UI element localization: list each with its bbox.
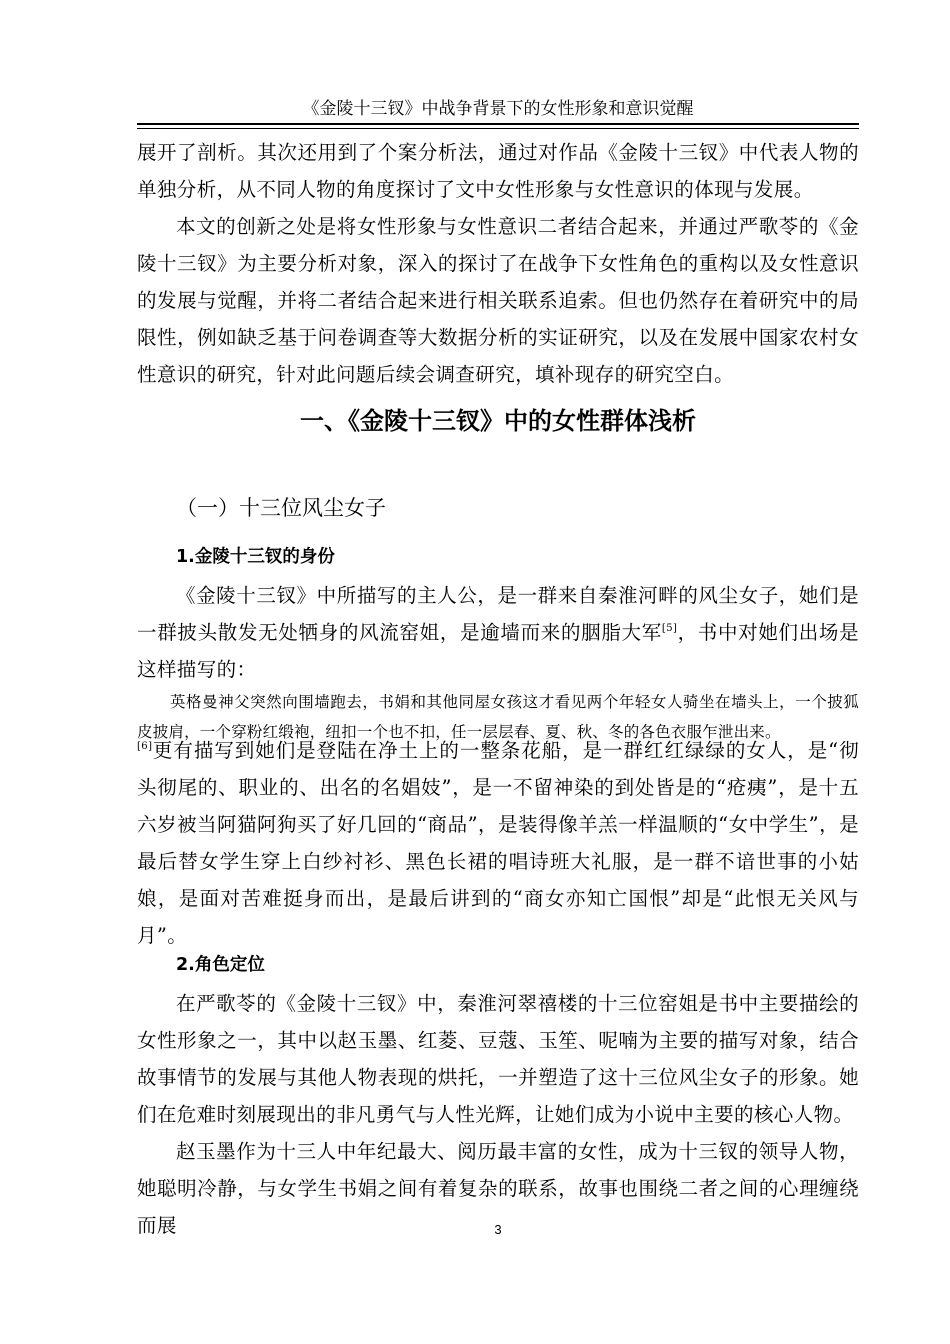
running-header: 《金陵十三钗》中战争背景下的女性形象和意识觉醒	[302, 99, 694, 119]
paragraph-identity-tail: ，书中对她们出场是这样描写的：	[137, 621, 859, 681]
paragraph-identity-text: 《金陵十三钗》中所描写的主人公，是一群来自秦淮河畔的风尘女子，她们是一群披头散发无处牺身的风流窑姐，是逾墙而来的胭脂大军	[137, 584, 859, 644]
subsection-heading-identity: 1.金陵十三钗的身份	[176, 547, 335, 567]
citation-6: [6]	[137, 741, 153, 752]
chapter-heading: 一、《金陵十三钗》中的女性群体浅析	[300, 407, 696, 435]
block-quote: 英格曼神父突然向围墙跑去，书娟和其他同屋女孩这才看见两个年轻女人骑坐在墙头上，一个披狐皮披肩，一个穿粉红缎袍，纽扣一个也不扣，任一层层春、夏、秋、冬的各色衣服乍泄出来。	[137, 693, 859, 741]
paragraph-description	[137, 732, 859, 954]
paragraph-identity	[137, 577, 859, 688]
paragraph-continuation: 展开了剖析。其次还用到了个案分析法，通过对作品《金陵十三钗》中代表人物的单独分析，从不同人物的角度探讨了文中女性形象与女性意识的体现与发展。	[137, 141, 859, 201]
header-rule-thick	[137, 123, 859, 125]
section-heading: （一）十三位风尘女子	[176, 496, 386, 520]
paragraph-role: 在严歌苓的《金陵十三钗》中，秦淮河翠禧楼的十三位窑姐是书中主要描绘的女性形象之一，其中以赵玉墨、红菱、豆蔻、玉笙、呢喃为主要的描写对象，结合故事情节的发展与其他人物表现的烘托，一并塑造了这十三位风尘女子的形象。她们在危难时刻展现出的非凡勇气与人性光辉，让她们成为小说中主要的核心人物。	[137, 992, 859, 1126]
subsection-heading-role: 2.角色定位	[176, 955, 265, 975]
paragraph-zhao-yumo: 赵玉墨作为十三人中年纪最大、阅历最丰富的女性，成为十三钗的领导人物，她聪明冷静，与女学生书娟之间有着复杂的联系，故事也围绕二者之间的心理缠绕而展	[137, 1140, 859, 1237]
header-rule-thin	[137, 128, 859, 129]
citation-5: [5]	[661, 623, 678, 634]
paragraph-innovation: 本文的创新之处是将女性形象与女性意识二者结合起来，并通过严歌苓的《金陵十三钗》为主要分析对象，深入的探讨了在战争下女性角色的重构以及女性意识的发展与觉醒，并将二者结合起来进行相关联系追索。但也仍然存在着研究中的局限性，例如缺乏基于问卷调查等大数据分析的实证研究，以及在发展中国家农村女性意识的研究，针对此问题后续会调查研究，填补现存的研究空白。	[137, 215, 859, 386]
page-number: 3	[494, 1222, 502, 1237]
paragraph-description-text: 更有描写到她们是登陆在净土上的一整条花船，是一群红红绿绿的女人，是“彻头彻尾的、职业的、出名的名娼妓”，是一不留神染的到处皆是的“疮痍”，是十五六岁被当阿猫阿狗买了好几回的“商品”，是装得像羊羔一样温顺的“女中学生”，是最后替女学生穿上白纱衬衫、黑色长裙的唱诗班大礼服，是一群不谙世事的小姑娘，是面对苦难挺身而出，是最后讲到的“商女亦知亡国恨”却是“此恨无关风与月”。	[137, 739, 859, 947]
